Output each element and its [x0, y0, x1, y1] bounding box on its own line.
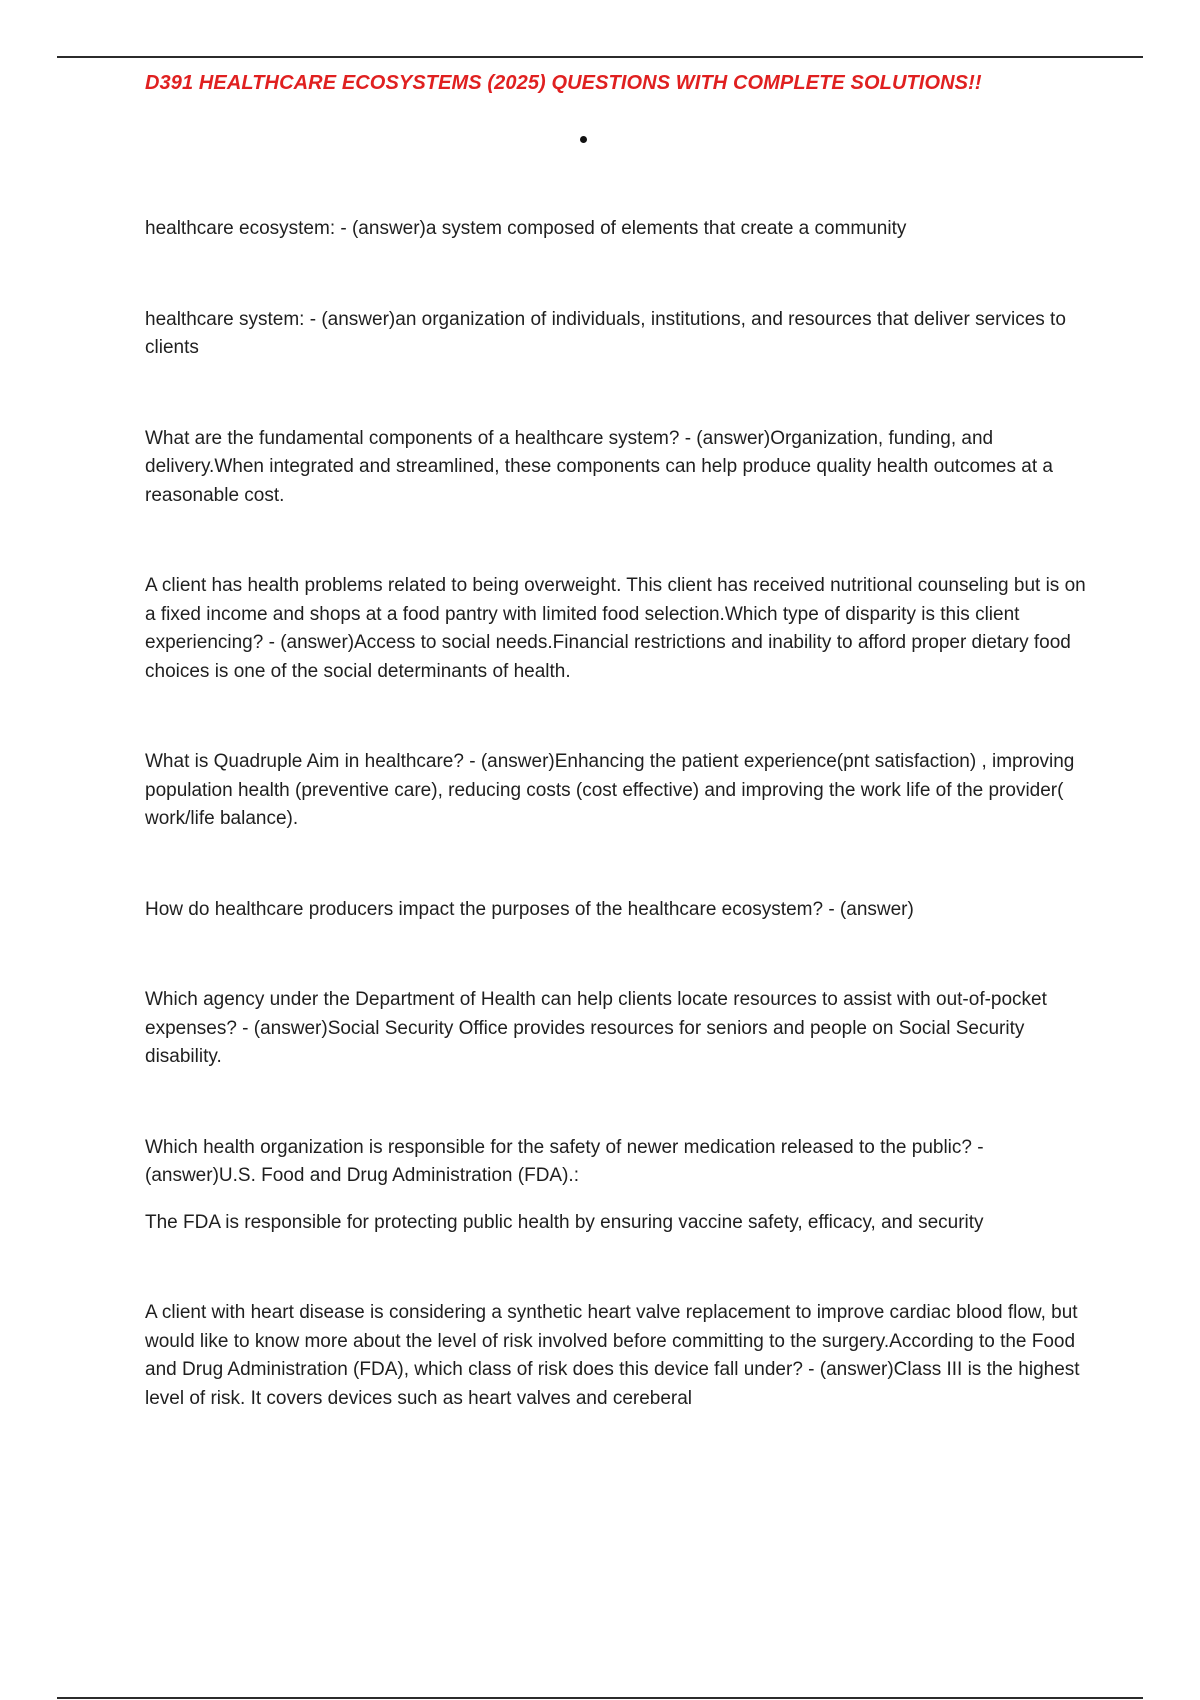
qa-entry-9: A client with heart disease is considering a synthetic heart valve replacement to improve cardiac blood flow, but would like to know more about the level of risk involved before committing to the surgery.According to the Food and Drug Administration (FDA), which class of risk does this device fall under? - (answer)Class III is the highest level of risk. It covers devices such as heart valves and cereberal	[145, 1302, 1080, 1409]
qa-entry-3: What are the fundamental components of a healthcare system? - (answer)Organization, funding, and delivery.When integrated and streamlined, these components can help produce quality health outcomes at a reasonable cost.	[145, 427, 1053, 506]
bullet-dot	[580, 136, 587, 143]
document-title: D391 HEALTHCARE ECOSYSTEMS (2025) QUESTIONS WITH COMPLETE SOLUTIONS!!	[145, 72, 982, 94]
qa-entry-6: How do healthcare producers impact the purposes of the healthcare ecosystem? - (answer)	[145, 898, 914, 920]
bottom-rule	[57, 1697, 1143, 1699]
qa-entry-7: Which agency under the Department of Health can help clients locate resources to assist with out-of-pocket expenses? - (answer)Social Security Office provides resources for seniors and people on Social Security disability.	[145, 989, 1047, 1067]
qa-entry-8-note: The FDA is responsible for protecting public health by ensuring vaccine safety, efficacy, and security	[145, 1211, 984, 1233]
qa-entry-8: Which health organization is responsible for the safety of newer medication released to the public? - (answer)U.S. Food and Drug Administration (FDA).:	[145, 1136, 984, 1186]
top-rule	[57, 56, 1143, 58]
qa-entry-5: What is Quadruple Aim in healthcare? - (answer)Enhancing the patient experience(pnt satisfaction) , improving population health (preventive care), reducing costs (cost effective) and improving the work life of the provider( work/life balance).	[145, 751, 1075, 829]
qa-entry-2: healthcare system: - (answer)an organization of individuals, institutions, and resources that deliver services to clients	[145, 308, 1066, 358]
qa-entry-4: A client has health problems related to being overweight. This client has received nutritional counseling but is on a fixed income and shops at a food pantry with limited food selection.Which type of disparity is this client experiencing? - (answer)Access to social needs.Financial restrictions and inability to afford proper dietary food choices is one of the social determinants of health.	[145, 575, 1086, 682]
qa-entry-1: healthcare ecosystem: - (answer)a system composed of elements that create a community	[145, 218, 907, 239]
qa-list	[145, 215, 1095, 1413]
